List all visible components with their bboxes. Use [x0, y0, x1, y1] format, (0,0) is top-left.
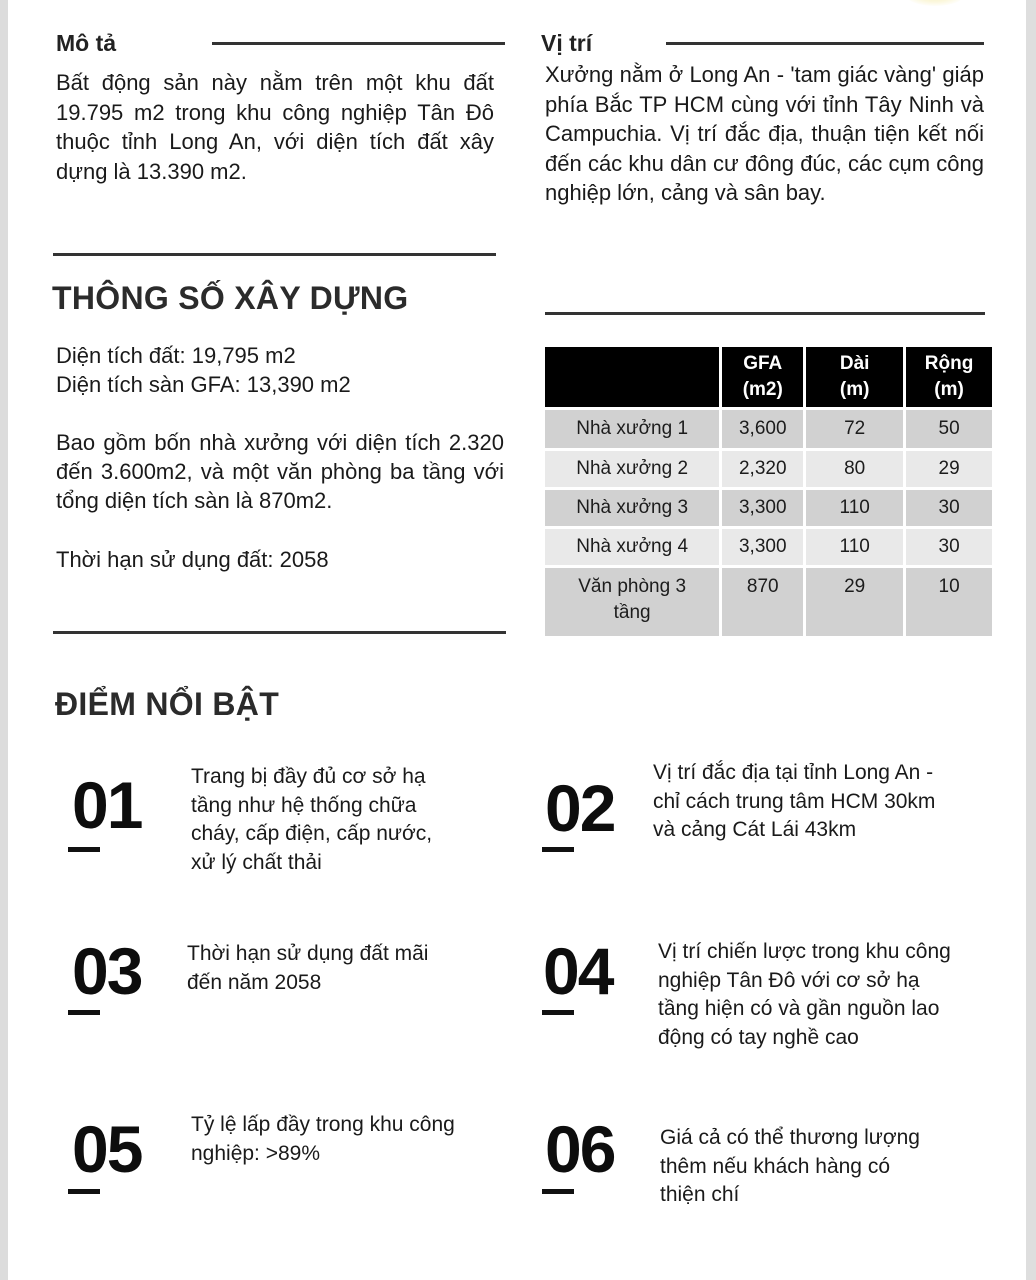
- highlight-number: 05: [72, 1112, 142, 1186]
- highlight-number: 02: [545, 771, 615, 845]
- table-row: [545, 451, 992, 487]
- land-area: Diện tích đất: 19,795 m2: [56, 343, 296, 368]
- table-header-row: [545, 347, 992, 407]
- underline-dash: [68, 1010, 100, 1015]
- table-row: [545, 529, 992, 565]
- row-length: 110: [806, 490, 903, 526]
- row-gfa: 3,300: [722, 529, 803, 565]
- divider: [53, 631, 506, 634]
- location-text: Xưởng nằm ở Long An - 'tam giác vàng' giáp phía Bắc TP HCM cùng với tỉnh Tây Ninh và Campuchia. Vị trí đắc địa, thuận tiện kết nối đến các khu dân cư đông đúc, các cụm công nghiệp lớn, cảng và sân bay.: [545, 62, 984, 205]
- table-header-width: Rộng (m): [906, 347, 992, 407]
- row-width: 50: [906, 410, 992, 448]
- land-term: Thời hạn sử dụng đất: 2058: [56, 547, 329, 572]
- table-row: [545, 490, 992, 526]
- highlight-text: Thời hạn sử dụng đất mãi đến năm 2058: [187, 942, 429, 994]
- row-length: 72: [806, 410, 903, 448]
- gfa-area: Diện tích sàn GFA: 13,390 m2: [56, 372, 351, 397]
- row-gfa: 870: [722, 568, 803, 636]
- specs-summary: Bao gồm bốn nhà xưởng với diện tích 2.320 đến 3.600m2, và một văn phòng ba tầng với tổng diện tích sàn là 870m2.: [56, 430, 504, 513]
- row-length: 29: [806, 568, 903, 636]
- highlight-text: Trang bị đầy đủ cơ sở hạ tầng như hệ thống chữa cháy, cấp điện, cấp nước, xử lý chất thải: [191, 765, 433, 874]
- highlight-number: 06: [545, 1112, 615, 1186]
- description-label: Mô tả: [56, 30, 117, 56]
- row-width: 30: [906, 529, 992, 565]
- page-edge-left: [0, 0, 8, 1280]
- row-name: Nhà xưởng 1: [545, 410, 719, 448]
- highlight-text: Vị trí đắc địa tại tỉnh Long An - chỉ cách trung tâm HCM 30km và cảng Cát Lái 43km: [653, 761, 936, 841]
- decorative-glow: [905, 0, 965, 6]
- highlights-title: ĐIỂM NỔI BẬT: [55, 686, 280, 722]
- building-specs-table: [542, 344, 995, 639]
- table-row: [545, 568, 992, 636]
- table-header-length: Dài (m): [806, 347, 903, 407]
- description-text: Bất động sản này nằm trên một khu đất 19.795 m2 trong khu công nghiệp Tân Đô thuộc tỉnh Long An, với diện tích đất xây dựng là 13.390 m2.: [56, 70, 494, 184]
- row-name: Nhà xưởng 2: [545, 451, 719, 487]
- highlight-number: 04: [543, 934, 613, 1008]
- table-header-gfa: GFA (m2): [722, 347, 803, 407]
- table-row: [545, 410, 992, 448]
- row-width: 30: [906, 490, 992, 526]
- table-header-empty: [545, 347, 719, 407]
- row-gfa: 2,320: [722, 451, 803, 487]
- description-rule: [212, 42, 505, 45]
- underline-dash: [542, 1010, 574, 1015]
- highlight-number: 01: [72, 768, 142, 842]
- underline-dash: [542, 847, 574, 852]
- highlight-text: Giá cả có thể thương lượng thêm nếu khách hàng có thiện chí: [660, 1126, 920, 1206]
- underline-dash: [68, 847, 100, 852]
- location-label: Vị trí: [541, 30, 593, 56]
- highlight-text: Tỷ lệ lấp đầy trong khu công nghiệp: >89%: [191, 1113, 455, 1165]
- row-width: 29: [906, 451, 992, 487]
- row-width: 10: [906, 568, 992, 636]
- row-length: 80: [806, 451, 903, 487]
- row-gfa: 3,600: [722, 410, 803, 448]
- page-edge-right: [1026, 0, 1036, 1280]
- row-gfa: 3,300: [722, 490, 803, 526]
- divider: [53, 253, 496, 256]
- row-name: Nhà xưởng 4: [545, 529, 719, 565]
- location-rule: [666, 42, 984, 45]
- underline-dash: [68, 1189, 100, 1194]
- specs-title: THÔNG SỐ XÂY DỰNG: [52, 280, 409, 316]
- highlight-number: 03: [72, 934, 142, 1008]
- underline-dash: [542, 1189, 574, 1194]
- divider: [545, 312, 985, 315]
- row-name: Văn phòng 3 tầng: [545, 568, 719, 636]
- row-name: Nhà xưởng 3: [545, 490, 719, 526]
- row-length: 110: [806, 529, 903, 565]
- highlight-text: Vị trí chiến lược trong khu công nghiệp Tân Đô với cơ sở hạ tầng hiện có và gần nguồn lao động có tay nghề cao: [658, 940, 951, 1049]
